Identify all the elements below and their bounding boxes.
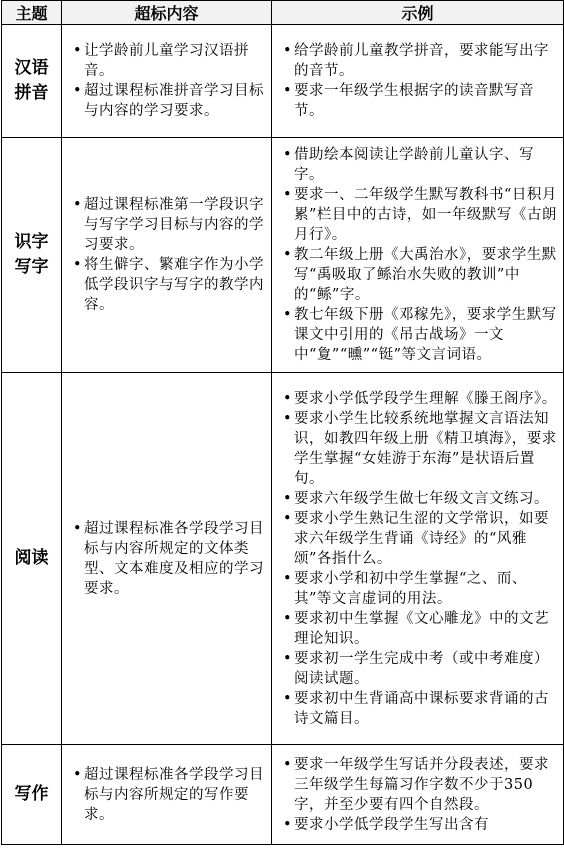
- topic-cell: [2, 138, 62, 373]
- list-item: • 教二年级上册《大禹治水》，要求学生默写“禹吸取了鲧治水失败的教训”中的“鲧”字。: [272, 245, 559, 305]
- list-item: • 让学龄前儿童学习汉语拼音。: [62, 41, 267, 81]
- beyond-content-list: [62, 195, 271, 315]
- list-item: • 教七年级下册《邓稼先》，要求学生默写课文中引用的《吊古战场》一文中“夐”“曛”“铤”等文言词语。: [272, 305, 559, 365]
- examples-list: [272, 755, 563, 835]
- examples-list: [272, 41, 563, 121]
- topic-text: 拼音: [14, 83, 49, 103]
- list-item: • 要求一年级学生根据字的读音默写音节。: [272, 81, 559, 121]
- standards-table: [1, 0, 564, 845]
- list-item: • 要求初中生掌握《文心雕龙》中的文艺理论知识。: [272, 609, 559, 649]
- topic-text: 识字: [14, 232, 49, 252]
- beyond-content-list: [62, 765, 271, 825]
- beyond-content-cell: [62, 745, 272, 845]
- header-topic: 主题: [2, 1, 62, 25]
- list-item: • 给学龄前儿童教学拼音，要求能写出字的音节。: [272, 41, 559, 81]
- examples-cell: [272, 25, 564, 138]
- list-item: • 要求一年级学生写话并分段表述，要求三年级学生每篇习作字数不少于350字，并至少要有四个自然段。: [272, 755, 559, 815]
- list-item: • 要求六年级学生做七年级文言文练习。: [272, 489, 559, 509]
- topic-text: 写字: [14, 257, 49, 277]
- list-item: • 要求小学低学段学生写出含有: [272, 815, 559, 835]
- topic-text: 阅读: [14, 548, 49, 568]
- examples-cell: [272, 373, 564, 745]
- header-beyond-content: 超标内容: [62, 1, 272, 25]
- examples-cell: [272, 745, 564, 845]
- examples-list: [272, 389, 563, 729]
- examples-cell: [272, 138, 564, 373]
- list-item: • 将生僻字、繁难字作为小学低学段识字与写字的教学内容。: [62, 255, 267, 315]
- list-item: • 要求小学生熟记生涩的文学常识，如要求六年级学生背诵《诗经》的“风雅颂”各指什么。: [272, 509, 559, 569]
- beyond-content-cell: [62, 373, 272, 745]
- list-item: • 要求小学和初中学生掌握“之、而、其”等文言虚词的用法。: [272, 569, 559, 609]
- list-item: • 超过课程标准各学段学习目标与内容所规定的文体类型、文本难度及相应的学习要求。: [62, 519, 267, 599]
- list-item: • 要求初中生背诵高中课标要求背诵的古诗文篇目。: [272, 689, 559, 729]
- list-item: • 超过课程标准各学段学习目标与内容所规定的写作要求。: [62, 765, 267, 825]
- topic-text: 写作: [14, 784, 49, 804]
- examples-list: [272, 145, 563, 365]
- list-item: • 要求一、二年级学生默写教科书“日积月累”栏目中的古诗，如一年级默写《古朗月行》。: [272, 185, 559, 245]
- table-row: [2, 745, 564, 845]
- table-row: [2, 25, 564, 138]
- list-item: • 要求小学低学段学生理解《滕王阁序》。: [272, 389, 559, 409]
- beyond-content-cell: [62, 138, 272, 373]
- topic-text: 汉语: [14, 58, 49, 78]
- list-item: • 超过课程标准拼音学习目标与内容的学习要求。: [62, 81, 267, 121]
- topic-cell: [2, 373, 62, 745]
- list-item: • 超过课程标准第一学段识字与写字学习目标与内容的学习要求。: [62, 195, 267, 255]
- topic-cell: [2, 25, 62, 138]
- table-row: [2, 373, 564, 745]
- header-examples: 示例: [272, 1, 564, 25]
- list-item: • 要求小学生比较系统地掌握文言语法知识，如教四年级上册《精卫填海》，要求学生掌握“女娃游于东海”是状语后置句。: [272, 409, 559, 489]
- list-item: • 借助绘本阅读让学龄前儿童认字、写字。: [272, 145, 559, 185]
- beyond-content-list: [62, 519, 271, 599]
- topic-cell: [2, 745, 62, 845]
- table-row: [2, 138, 564, 373]
- header-row: [2, 1, 564, 25]
- beyond-content-list: [62, 41, 271, 121]
- list-item: • 要求初一学生完成中考（或中考难度）阅读试题。: [272, 649, 559, 689]
- beyond-content-cell: [62, 25, 272, 138]
